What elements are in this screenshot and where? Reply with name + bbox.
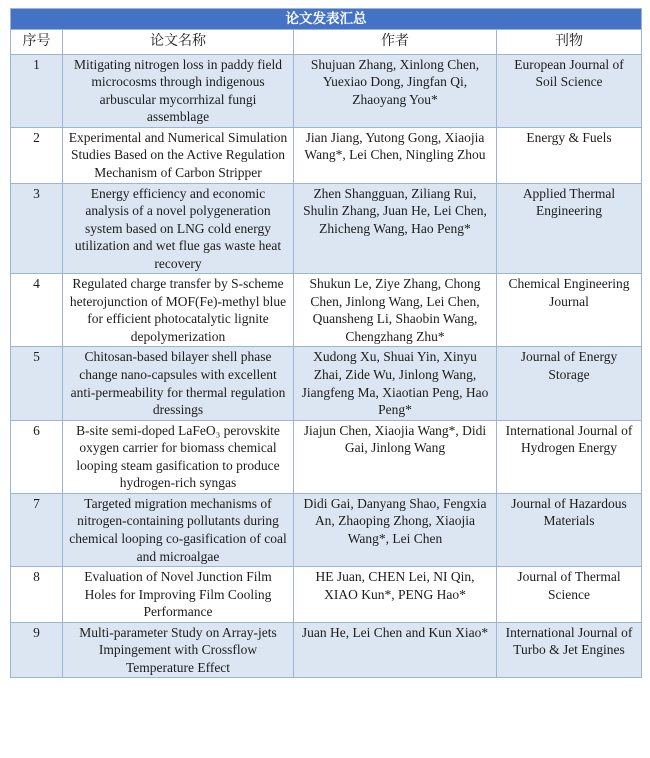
cell-no: 3 [11,183,63,274]
table-row [11,567,642,623]
table-row [11,347,642,420]
column-header-authors: 作者 [294,29,497,54]
publication-summary-table [10,8,642,678]
cell-paper-title: Experimental and Numerical Simulation Studies Based on the Active Regulation Mechanism of Carbon Stripper [63,127,294,183]
cell-journal: Energy & Fuels [497,127,642,183]
table-row [11,274,642,347]
cell-paper-title: Evaluation of Novel Junction Film Holes for Improving Film Cooling Performance [63,567,294,623]
cell-journal: International Journal of Turbo & Jet Engines [497,622,642,678]
cell-paper-title: Regulated charge transfer by S-scheme heterojunction of MOF(Fe)-methyl blue for efficient photocatalytic lignite depolymerization [63,274,294,347]
table-row [11,54,642,127]
cell-no: 1 [11,54,63,127]
cell-no: 4 [11,274,63,347]
cell-paper-title: Energy efficiency and economic analysis of a novel polygeneration system based on LNG cold energy utilization and wet flue gas waste heat recovery [63,183,294,274]
cell-no: 8 [11,567,63,623]
cell-paper-title: Chitosan-based bilayer shell phase change nano-capsules with excellent anti-permeability for thermal regulation dressings [63,347,294,420]
cell-authors: HE Juan, CHEN Lei, NI Qin, XIAO Kun*, PENG Hao* [294,567,497,623]
table-row [11,183,642,274]
cell-authors: Shujuan Zhang, Xinlong Chen, Yuexiao Dong, Jingfan Qi, Zhaoyang You* [294,54,497,127]
cell-paper-title: Targeted migration mechanisms of nitrogen-containing pollutants during chemical looping co-gasification of coal and microalgae [63,493,294,566]
cell-authors: Jiajun Chen, Xiaojia Wang*, Didi Gai, Jinlong Wang [294,420,497,493]
cell-journal: Journal of Hazardous Materials [497,493,642,566]
cell-authors: Didi Gai, Danyang Shao, Fengxia An, Zhaoping Zhong, Xiaojia Wang*, Lei Chen [294,493,497,566]
cell-no: 2 [11,127,63,183]
cell-paper-title: B-site semi-doped LaFeO₃ perovskite oxygen carrier for biomass chemical looping steam gasification to produce hydrogen-rich syngas [63,420,294,493]
cell-journal: International Journal of Hydrogen Energy [497,420,642,493]
table-title-row [11,9,642,30]
column-header-row [11,29,642,54]
column-header-no: 序号 [11,29,63,54]
cell-no: 6 [11,420,63,493]
table-title: 论文发表汇总 [11,9,642,30]
column-header-journal: 刊物 [497,29,642,54]
cell-no: 9 [11,622,63,678]
cell-paper-title: Multi-parameter Study on Array-jets Impingement with Crossflow Temperature Effect [63,622,294,678]
cell-authors: Shukun Le, Ziye Zhang, Chong Chen, Jinlong Wang, Lei Chen, Quansheng Li, Shaobin Wang, Chengzhang Zhu* [294,274,497,347]
table-row [11,622,642,678]
cell-journal: European Journal of Soil Science [497,54,642,127]
cell-no: 5 [11,347,63,420]
cell-authors: Jian Jiang, Yutong Gong, Xiaojia Wang*, Lei Chen, Ningling Zhou [294,127,497,183]
cell-journal: Journal of Energy Storage [497,347,642,420]
cell-authors: Xudong Xu, Shuai Yin, Xinyu Zhai, Zide Wu, Jinlong Wang, Jiangfeng Ma, Xiaotian Peng, Hao Peng* [294,347,497,420]
column-header-paper-title: 论文名称 [63,29,294,54]
cell-authors: Juan He, Lei Chen and Kun Xiao* [294,622,497,678]
cell-journal: Journal of Thermal Science [497,567,642,623]
cell-no: 7 [11,493,63,566]
cell-authors: Zhen Shangguan, Ziliang Rui, Shulin Zhang, Juan He, Lei Chen, Zhicheng Wang, Hao Peng* [294,183,497,274]
table-row [11,420,642,493]
cell-paper-title: Mitigating nitrogen loss in paddy field microcosms through indigenous arbuscular mycorrhizal fungi assemblage [63,54,294,127]
table-row [11,127,642,183]
cell-journal: Applied Thermal Engineering [497,183,642,274]
table-row [11,493,642,566]
cell-journal: Chemical Engineering Journal [497,274,642,347]
